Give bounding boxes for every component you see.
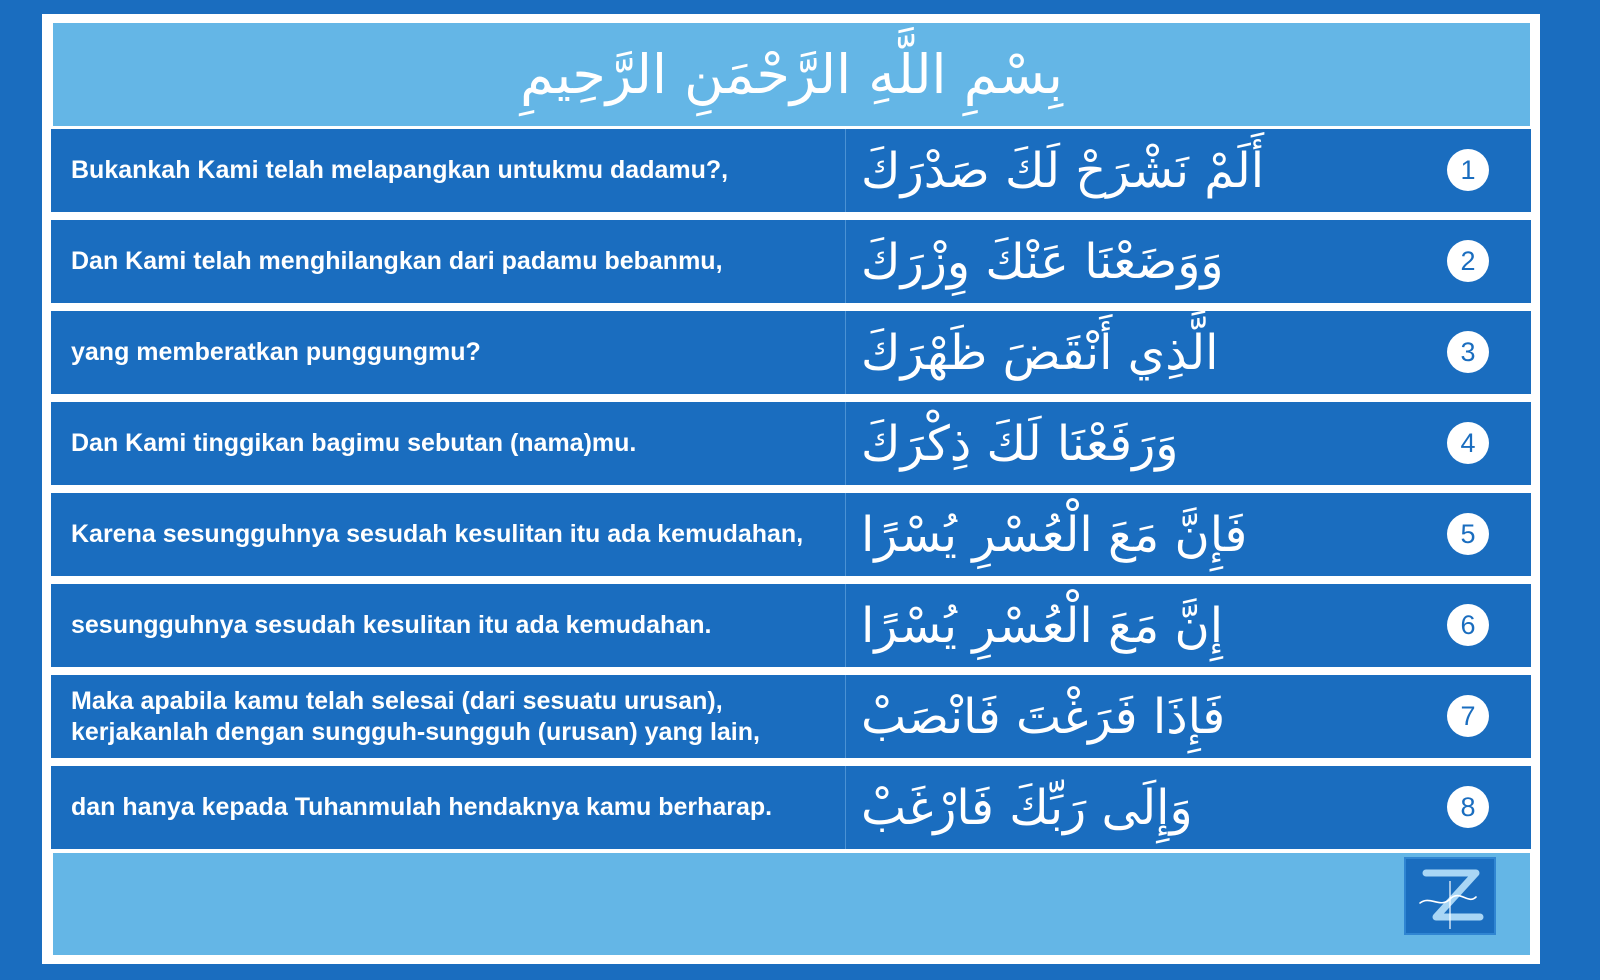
basmalah-title: بِسْمِ اللَّهِ الرَّحْمَنِ الرَّحِيمِ (520, 42, 1063, 106)
verse-number-badge: 2 (1447, 240, 1489, 282)
verse-row-2 (51, 220, 1531, 303)
verse-row-8 (51, 766, 1531, 849)
verse-row-6 (51, 584, 1531, 667)
verse-number-badge: 5 (1447, 513, 1489, 555)
verse-row-7 (51, 675, 1531, 758)
verse-translation: Bukankah Kami telah melapangkan untukmu dadamu?, (71, 156, 729, 184)
content-frame (42, 14, 1540, 964)
verse-row-1 (51, 129, 1531, 212)
column-divider (845, 493, 846, 576)
verse-row-3 (51, 311, 1531, 394)
verse-arabic: الَّذِي أَنْقَضَ ظَهْرَكَ (861, 324, 1219, 381)
column-divider (845, 311, 846, 394)
verse-arabic: وَوَضَعْنَا عَنْكَ وِزْرَكَ (861, 233, 1224, 290)
verse-number-badge: 3 (1447, 331, 1489, 373)
verse-translation: Dan Kami tinggikan bagimu sebutan (nama)mu. (71, 429, 637, 457)
column-divider (845, 129, 846, 212)
verse-number-badge: 4 (1447, 422, 1489, 464)
verse-arabic: أَلَمْ نَشْرَحْ لَكَ صَدْرَكَ (861, 142, 1265, 199)
header-banner (53, 23, 1530, 126)
verse-translation: Karena sesungguhnya sesudah kesulitan itu ada kemudahan, (71, 520, 804, 548)
verse-arabic: وَإِلَى رَبِّكَ فَارْغَبْ (861, 779, 1193, 836)
verse-number-badge: 6 (1447, 604, 1489, 646)
column-divider (845, 402, 846, 485)
column-divider (845, 584, 846, 667)
column-divider (845, 675, 846, 758)
verse-translation: Maka apabila kamu telah selesai (dari sesuatu urusan), kerjakanlah dengan sungguh-sungguh (urusan) yang lain, (71, 686, 760, 746)
verse-number-badge: 7 (1447, 695, 1489, 737)
verse-arabic: إِنَّ مَعَ الْعُسْرِ يُسْرًا (861, 597, 1224, 654)
verse-row-5 (51, 493, 1531, 576)
verse-translation: yang memberatkan punggungmu? (71, 338, 481, 366)
verse-arabic: وَرَفَعْنَا لَكَ ذِكْرَكَ (861, 415, 1179, 472)
column-divider (845, 766, 846, 849)
verse-arabic: فَإِذَا فَرَغْتَ فَانْصَبْ (861, 688, 1226, 745)
column-divider (845, 220, 846, 303)
signature-logo-icon (1404, 857, 1496, 935)
verse-number-badge: 8 (1447, 786, 1489, 828)
verse-row-4 (51, 402, 1531, 485)
verse-number-badge: 1 (1447, 149, 1489, 191)
footer-band (53, 853, 1530, 955)
verse-translation: Dan Kami telah menghilangkan dari padamu bebanmu, (71, 247, 723, 275)
verse-translation: dan hanya kepada Tuhanmulah hendaknya kamu berharap. (71, 793, 773, 821)
verse-arabic: فَإِنَّ مَعَ الْعُسْرِ يُسْرًا (861, 506, 1248, 563)
verse-translation: sesungguhnya sesudah kesulitan itu ada kemudahan. (71, 611, 712, 639)
